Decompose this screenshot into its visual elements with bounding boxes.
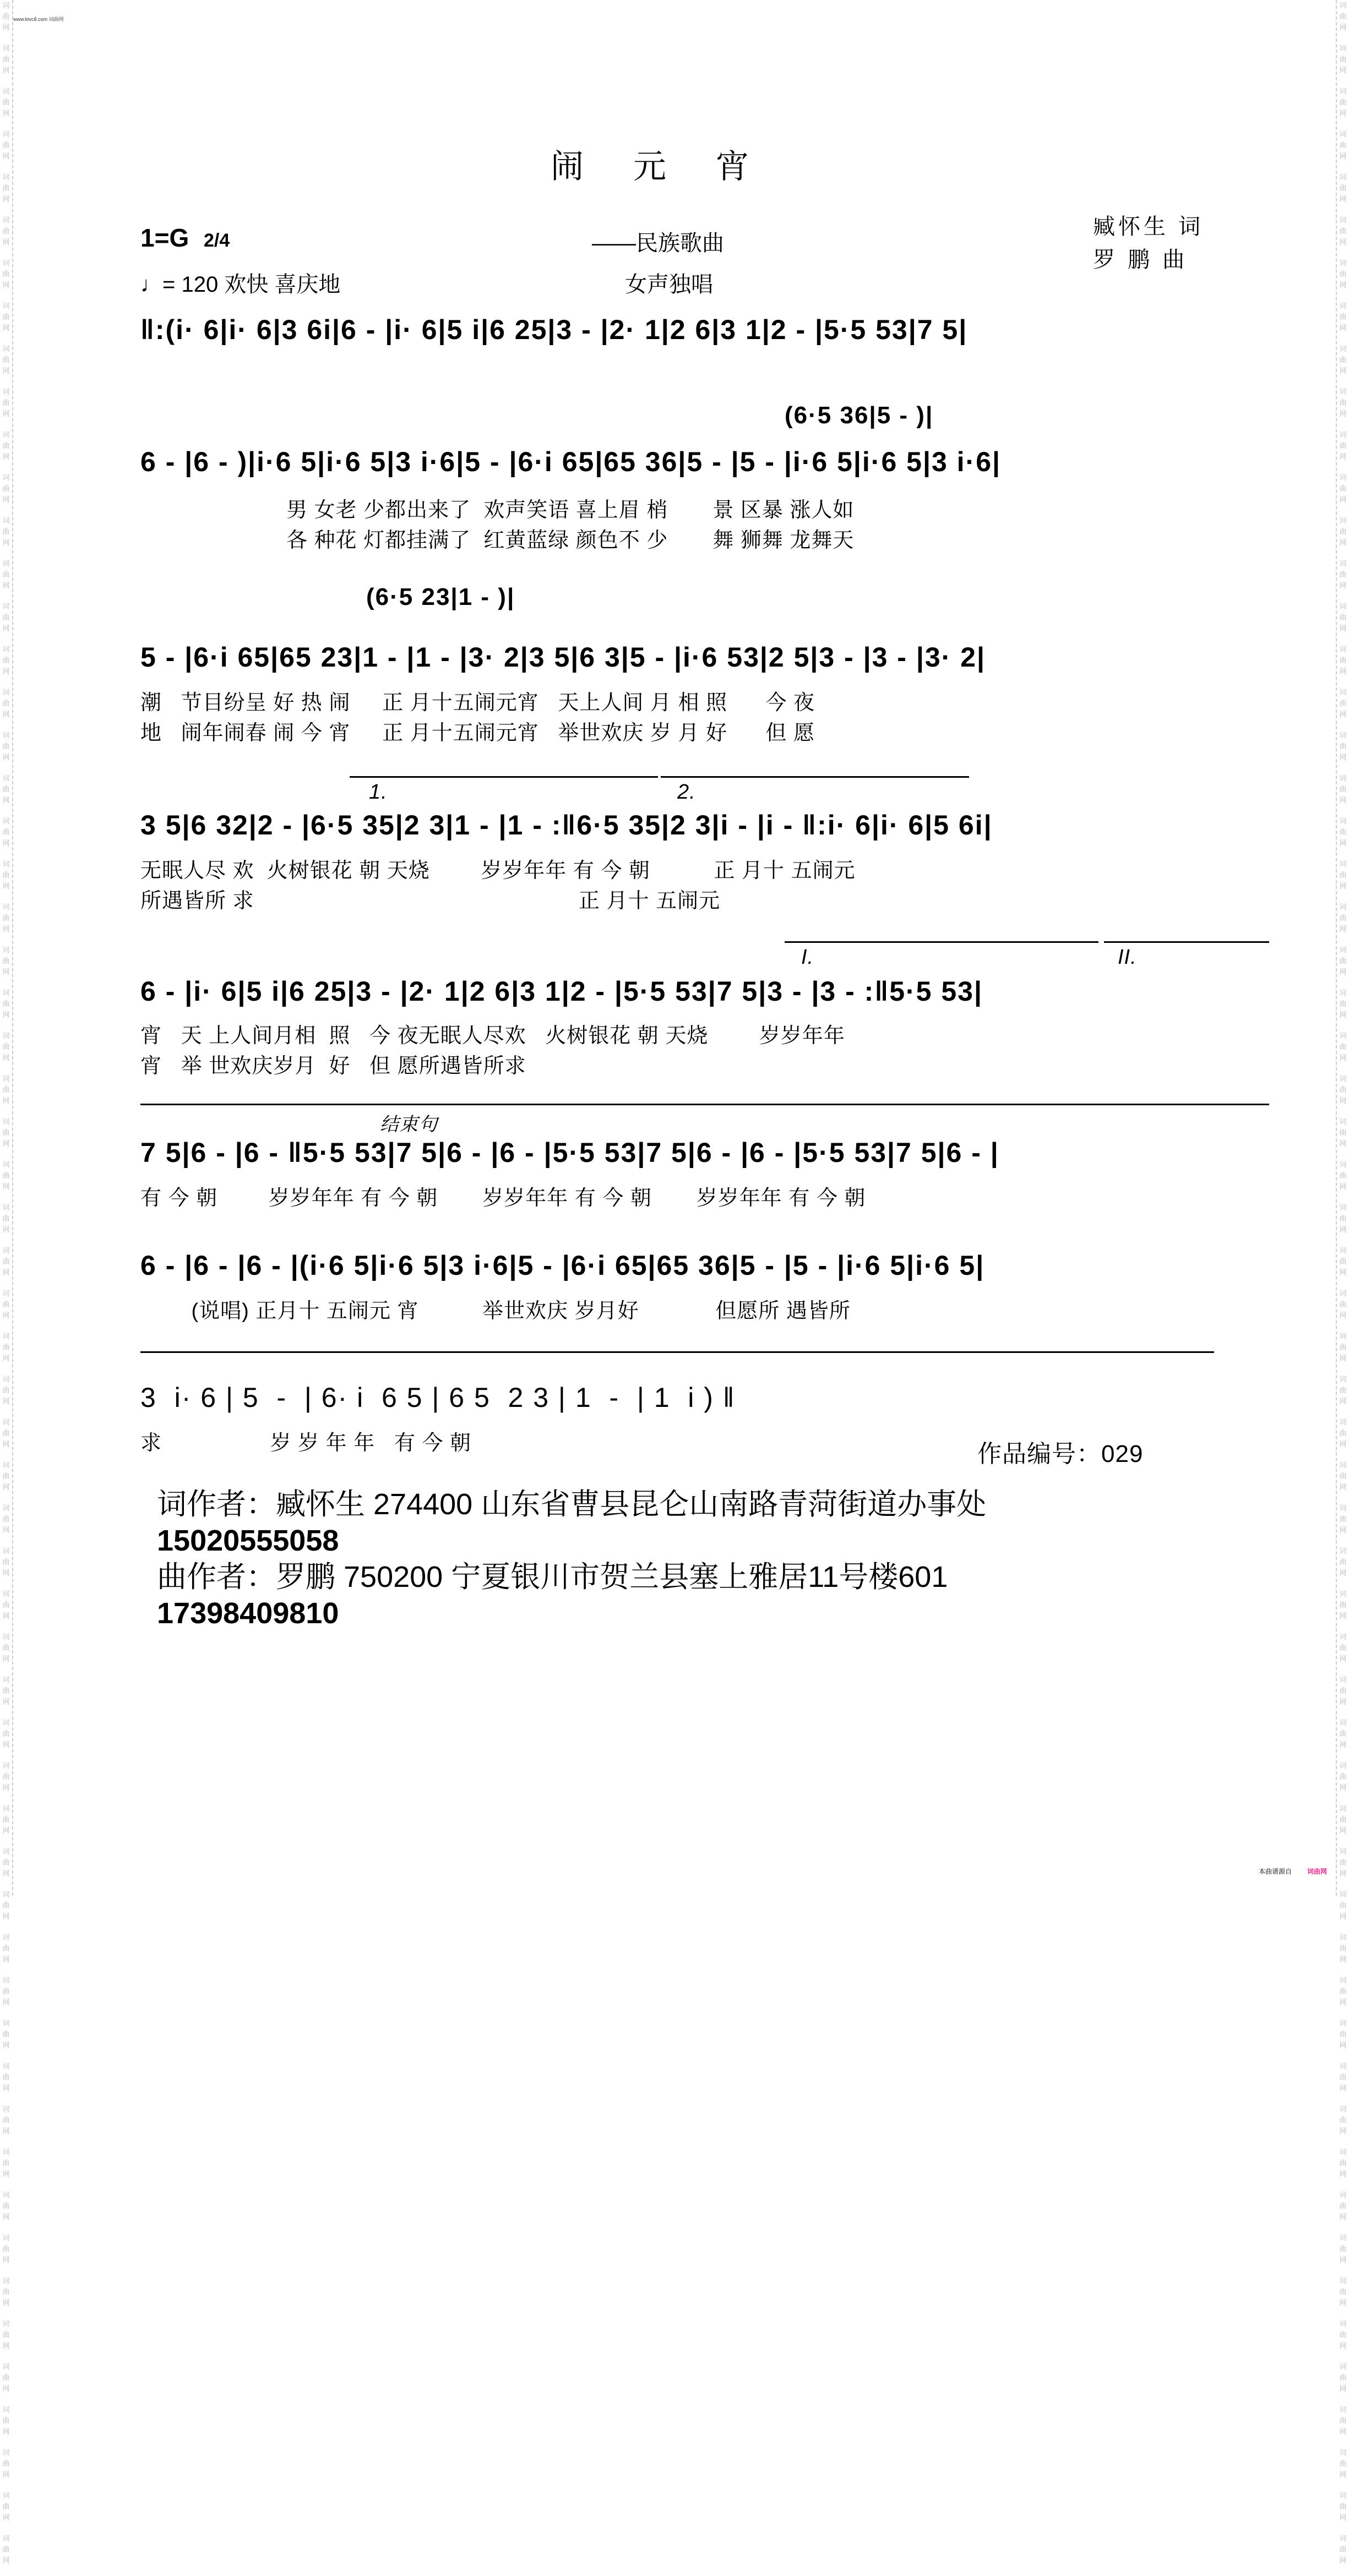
notation: 7 5|6 - |6 - ‖5·5 53|7 5|6 - |6 - |5·5 53|7 5|6 - |6 - |5·5 53|7 5|6 - | (140, 1137, 999, 1168)
performance-label: 女声独唱 (625, 272, 713, 297)
lyrics-verse-1: 求 岁 岁 年 年 有 今 朝 (140, 1432, 471, 1455)
key-signature: 1=G 2/4 (140, 223, 230, 252)
author-contact-info (157, 1486, 986, 1631)
composer-info: 曲作者：罗鹏 750200 宁夏银川市贺兰县塞上雅居11号楼601 (157, 1560, 948, 1593)
volta-1-label: 1. (369, 781, 388, 804)
notation: 6 - |i· 6|5 i|6 25|3 - |2· 1|2 6|3 1|2 - |5·5 53|7 5|3 - |3 - :‖5·5 53| (140, 976, 983, 1007)
lyricist-phone: 15020555058 (157, 1524, 339, 1557)
lyrics-verse-1: 无眠人尽 欢 火树银花 朝 天烧 岁岁年年 有 今 朝 正 月十 五闹元 (140, 859, 856, 882)
volta-1-bracket (785, 941, 1098, 943)
notation: 6 - |6 - |6 - |(i·6 5|i·6 5|3 i·6|5 - |6·i 65|65 36|5 - |5 - |i·6 5|i·6 5| (140, 1250, 985, 1281)
source-site-link[interactable]: 词曲网 (1307, 1868, 1327, 1875)
lyrics-verse-2: 宵 举 世欢庆岁月 好 但 愿所遇皆所求 (140, 1055, 526, 1078)
lyrics-verse-2: 各 种花 灯都挂满了 红黄蓝绿 颜色不 少 舞 狮舞 龙舞天 (286, 529, 855, 552)
closing-bracket (140, 1351, 1214, 1353)
time-signature: 2/4 (204, 230, 230, 251)
left-watermark-strip: 词 曲 网 词 曲 网 词 曲 网 词 曲 网 词 曲 网 词 曲 网 词 曲 网 词 曲 网 词 曲 网 词 曲 网 词 曲 网 词 曲 网 词 曲 网 词 曲 网 词 曲 网 词 曲 网 词 曲 网 词 曲 网 词 曲 网 词 曲 网 词 曲 网 词 曲 网 词 曲 网 词 曲 网 词 曲 网 词 曲 网 词 曲 网 词 曲 网 词 曲 网 词 曲 网 词 曲 网 词 曲 网 词 曲 网 词 曲 网 词 曲 网 词 曲 网 词 曲 网 词 曲 网 词 曲 网 词 曲 网 词 曲 网 词 曲 网 词 曲 网 词 曲 网 词 曲 网 词 曲 网 词 曲 网 词 曲 网 词 曲 网 词 曲 网 词 曲 网 词 曲 网 词 曲 网 词 曲 网 词 曲 网 词 曲 网 词 曲 网 词 曲 网 词 曲 网 词 曲 网 (0, 0, 13, 1896)
work-number: 作品编号：029 (977, 1440, 1144, 1467)
notation: 5 - |6·i 65|65 23|1 - |1 - |3· 2|3 5|6 3|5 - |i·6 53|2 5|3 - |3 - |3· 2| (140, 642, 986, 673)
right-watermark-strip: 词 曲 网 词 曲 网 词 曲 网 词 曲 网 词 曲 网 词 曲 网 词 曲 网 词 曲 网 词 曲 网 词 曲 网 词 曲 网 词 曲 网 词 曲 网 词 曲 网 词 曲 网 词 曲 网 词 曲 网 词 曲 网 词 曲 网 词 曲 网 词 曲 网 词 曲 网 词 曲 网 词 曲 网 词 曲 网 词 曲 网 词 曲 网 词 曲 网 词 曲 网 词 曲 网 词 曲 网 词 曲 网 词 曲 网 词 曲 网 词 曲 网 词 曲 网 词 曲 网 词 曲 网 词 曲 网 词 曲 网 词 曲 网 词 曲 网 词 曲 网 词 曲 网 词 曲 网 词 曲 网 词 曲 网 词 曲 网 词 曲 网 词 曲 网 词 曲 网 词 曲 网 词 曲 网 词 曲 网 词 曲 网 词 曲 网 词 曲 网 词 曲 网 词 曲 网 词 曲 网 (1336, 0, 1349, 1896)
lyrics-verse-1: 男 女老 少都出来了 欢声笑语 喜上眉 梢 景 区暴 涨人如 (286, 499, 855, 522)
volta-2-label: II. (1118, 946, 1137, 969)
lyrics-verse-1: 宵 天 上人间月相 照 今 夜无眠人尽欢 火树银花 朝 天烧 岁岁年年 (140, 1024, 845, 1047)
song-title: 闹元宵 (551, 148, 798, 186)
interlude-notation: (6·5 23|1 - )| (366, 583, 515, 610)
interlude-notation: (6·5 36|5 - )| (785, 402, 934, 429)
notation: 3 i· 6 | 5 - | 6· i 6 5 | 6 5 2 3 | 1 - | 1 i ) ‖ (140, 1382, 736, 1413)
source-credit: 本曲谱源自 词曲网 (1258, 1868, 1327, 1875)
coda-bracket (140, 1104, 1269, 1105)
tempo-marking: ♩= 120 欢快 喜庆地 (140, 272, 341, 297)
ending-phrase-label: 结束句 (380, 1114, 438, 1135)
lyrics-verse-2: 所遇皆所 求 正 月十 五闹元 (140, 889, 721, 913)
volta-1-label: I. (801, 946, 814, 969)
composer-credit: 罗 鹏 曲 (1093, 248, 1188, 272)
volta-1-bracket (350, 776, 658, 778)
composer-phone: 17398409810 (157, 1597, 339, 1630)
lyrics-verse-1: 有 今 朝 岁岁年年 有 今 朝 岁岁年年 有 今 朝 岁岁年年 有 今 朝 (140, 1187, 866, 1210)
genre-label: ——民族歌曲 (592, 231, 724, 255)
volta-2-bracket (1104, 941, 1269, 943)
lyrics-verse-2: 地 闹年闹春 闹 今 宵 正 月十五闹元宵 举世欢庆 岁 月 好 但 愿 (140, 722, 815, 745)
notation: 6 - |6 - )|i·6 5|i·6 5|3 i·6|5 - |6·i 65|65 36|5 - |5 - |i·6 5|i·6 5|3 i·6| (140, 446, 1001, 477)
lyricist-info: 词作者：臧怀生 274400 山东省曹县昆仑山南路青菏街道办事处 (157, 1488, 987, 1521)
notation: 3 5|6 32|2 - |6·5 35|2 3|1 - |1 - :‖6·5 35|2 3|i - |i - ‖:i· 6|i· 6|5 6i| (140, 810, 993, 841)
lyricist-credit: 臧怀生 词 (1093, 215, 1204, 239)
lyrics-verse-1: 潮 节目纷呈 好 热 闹 正 月十五闹元宵 天上人间 月 相 照 今 夜 (140, 691, 815, 714)
notation: ‖:(i· 6|i· 6|3 6i|6 - |i· 6|5 i|6 25|3 - |2· 1|2 6|3 1|2 - |5·5 53|7 5| (140, 314, 968, 345)
volta-2-label: 2. (677, 781, 696, 804)
volta-2-bracket (661, 776, 969, 778)
site-watermark: www.ktvc8.com 词曲网 (13, 17, 64, 22)
lyrics-verse-1: (说唱) 正月十 五闹元 宵 举世欢庆 岁月好 但愿所 遇皆所 (140, 1300, 851, 1323)
